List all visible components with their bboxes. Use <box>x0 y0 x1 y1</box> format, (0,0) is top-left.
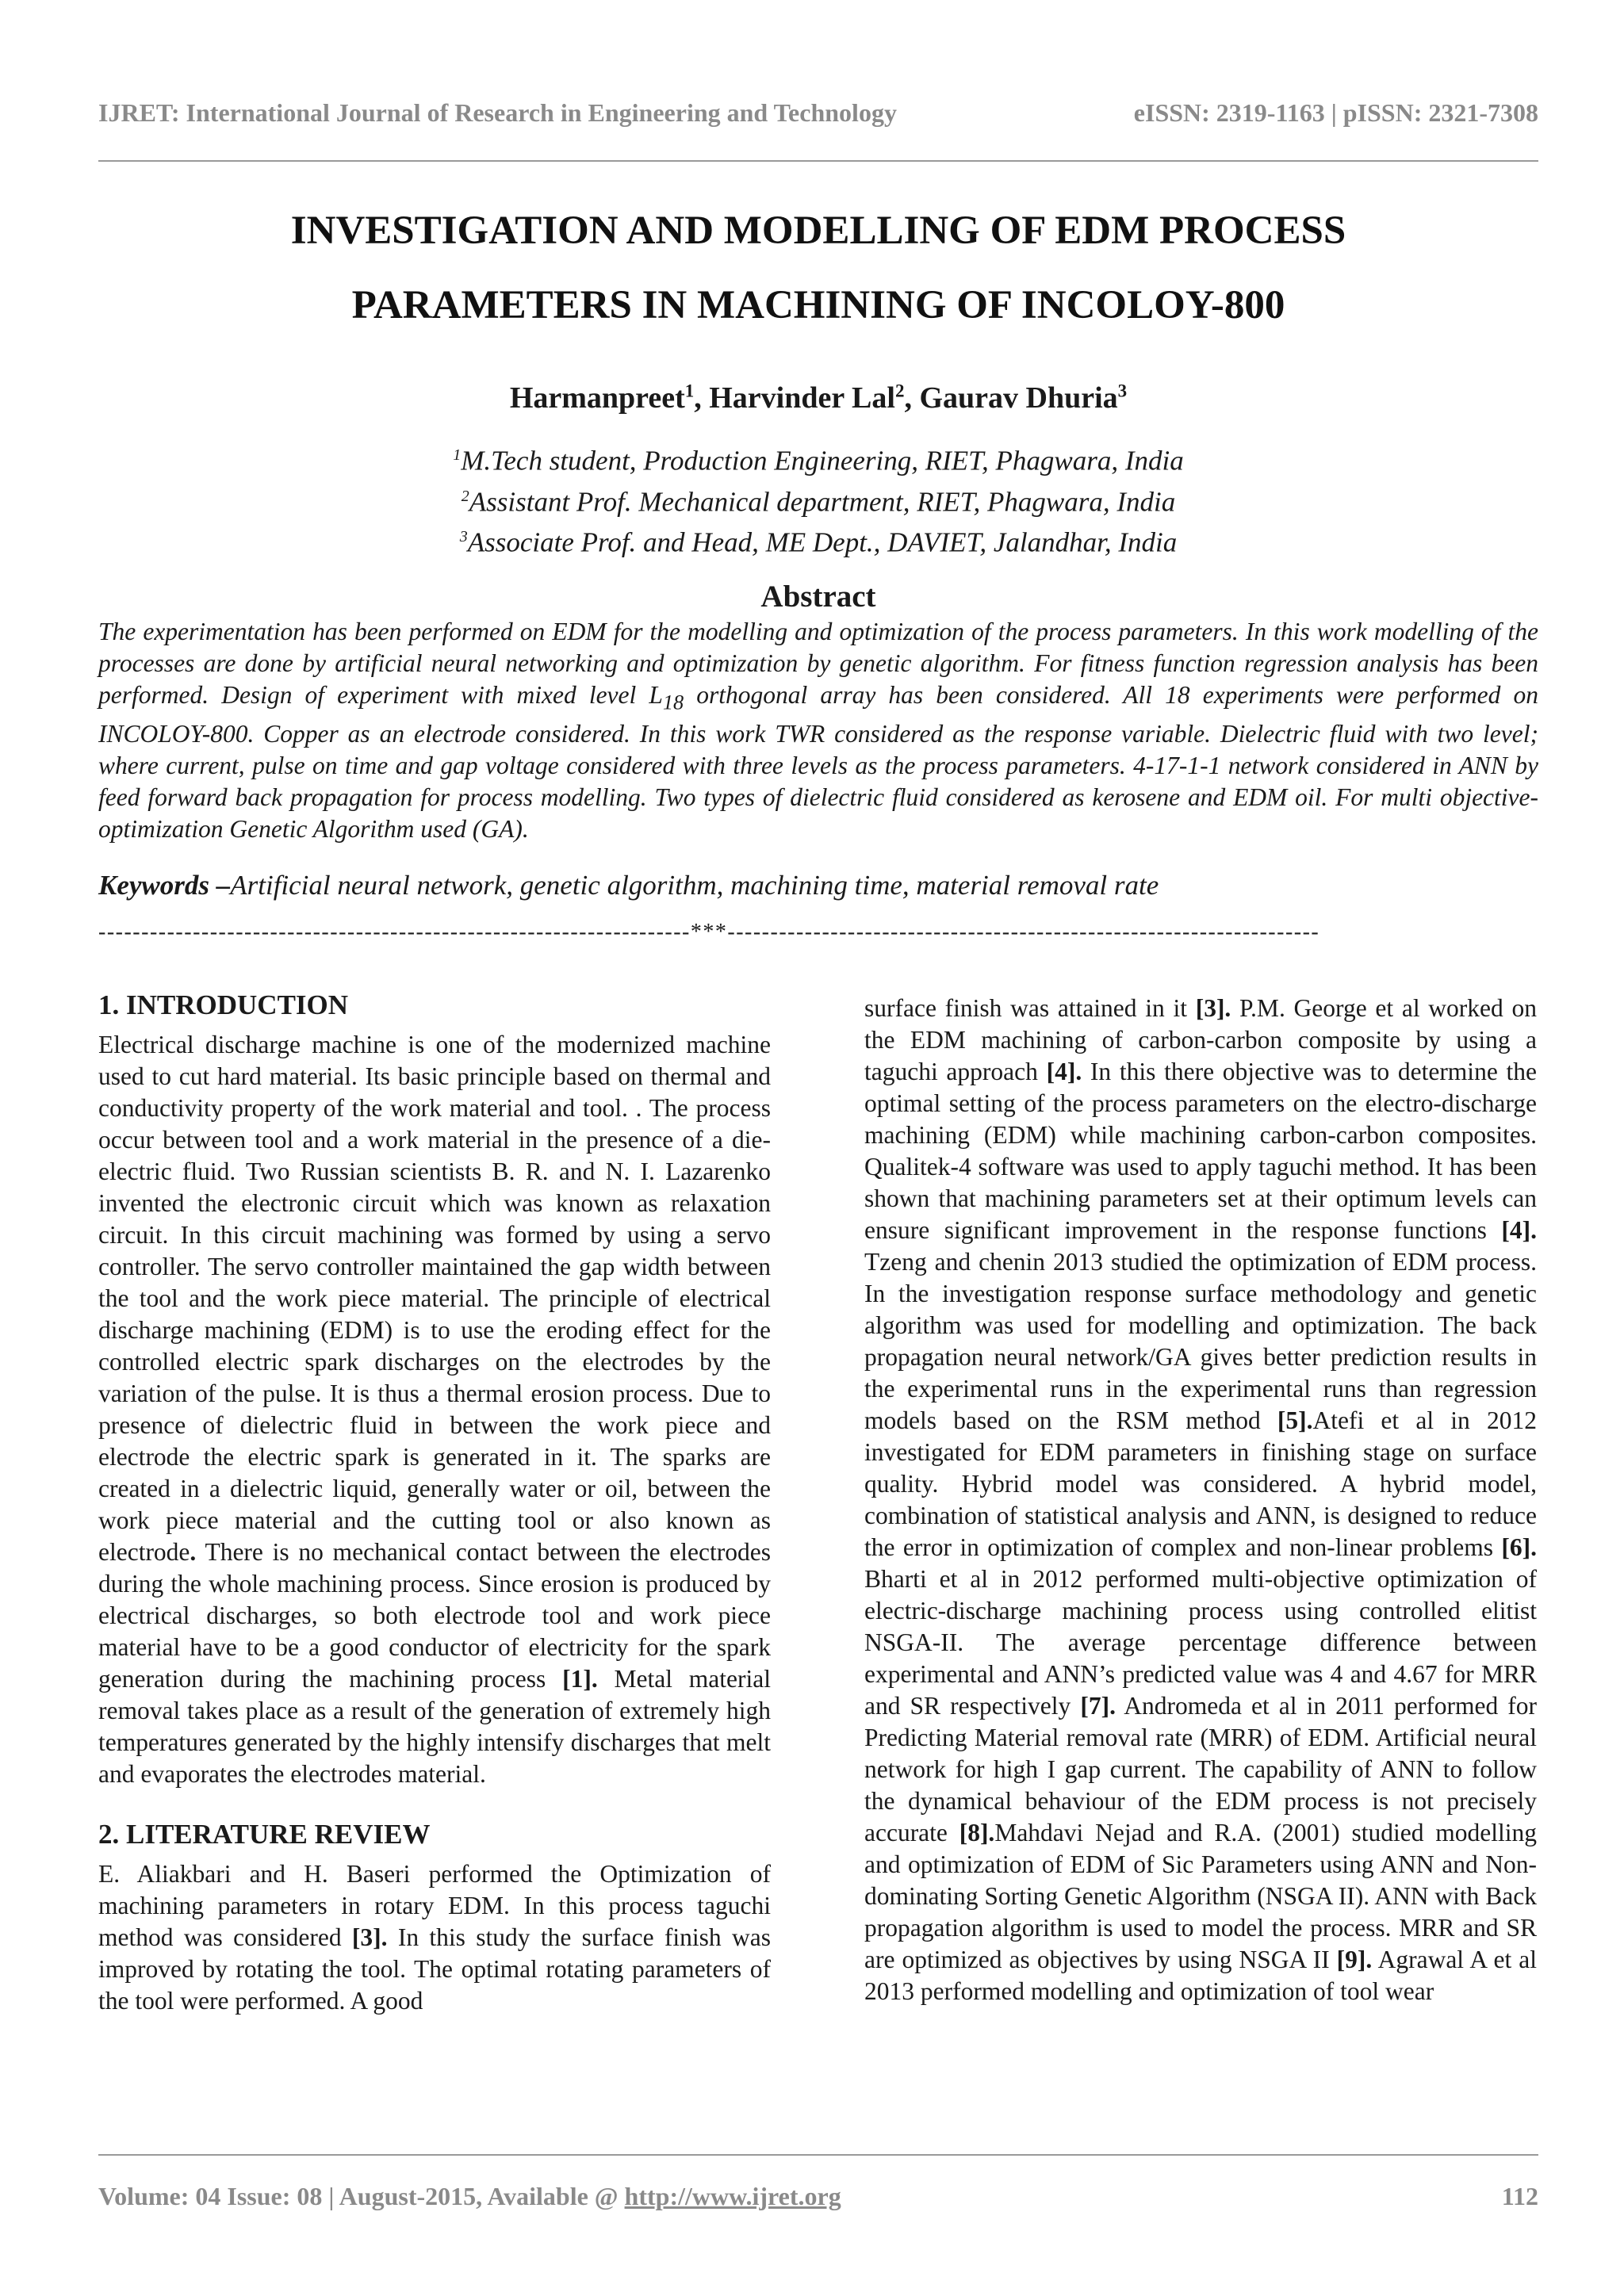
body-text: E. Aliakbari and H. Baseri performed the Optimization of machining parameters in rotary EDM. In this process taguchi method was considered <box>98 1860 771 1951</box>
body-text: Mahdavi Nejad and R.A. (2001) studied modelling and optimization of EDM of Sic Parameters using ANN and Non-dominating Sorting Genetic Algorithm (NSGA II). ANN with Back propagation algorithm is used to model the process. MRR and SR are optimized as objectives by using NSGA II <box>864 1819 1537 1973</box>
author-separator: , <box>904 381 920 415</box>
body-text: Electrical discharge machine is one of the modernized machine used to cut hard material. Its basic principle based on thermal and conductivity property of the work material and tool. . The process occur between tool and a work material in the presence of a die-electric fluid. Two Russian scientists B. R. and N. I. Lazarenko invented the electronic circuit which was known as relaxation circuit. In this circuit machining was formed by using a servo controller. The servo controller maintained the gap width between the tool and the work piece material. The principle of electrical discharge machining (EDM) is to use the eroding effect for the controlled electric spark discharges on the electrodes by the variation of the pulse. It is thus a thermal erosion process. Due to presence of dielectric fluid in between the work piece and electrode the electric spark is generated in it. The sparks are created in a dielectric liquid, generally water or oil, between the work piece material and the cutting tool or also known as electrode <box>98 1031 771 1566</box>
affiliation-text: Assistant Prof. Mechanical department, RIET, Phagwara, India <box>469 486 1176 518</box>
right-column <box>864 993 1537 2007</box>
author-name: Harvinder Lal <box>709 381 895 415</box>
body-text: surface finish was attained in it <box>864 994 1196 1022</box>
body-text: Metal material removal takes place as a result of the generation of extremely high temperatures generated by the highly intensify discharges that melt and evaporates the electrodes material. <box>98 1665 771 1788</box>
abstract-heading: Abstract <box>760 580 876 614</box>
affiliation-mark: 2 <box>461 487 469 505</box>
affiliation-text: M.Tech student, Production Engineering, RIET, Phagwara, India <box>461 445 1184 476</box>
affiliation-text: Associate Prof. and Head, ME Dept., DAVIET, Jalandhar, India <box>467 526 1178 558</box>
body-text: P.M. George et al worked on the EDM machining of carbon-carbon composite by using a taguchi approach <box>864 994 1537 1085</box>
footer-divider <box>98 2154 1538 2156</box>
author-name: Harmanpreet <box>509 381 685 415</box>
body-text: Atefi et al in 2012 investigated for EDM parameters in finishing stage on surface quality. Hybrid model was considered. A hybrid model, combination of statistical analysis and ANN, is designed to reduce the error in optimization of complex and non-linear problems <box>864 1406 1537 1561</box>
abstract-subscript: 18 <box>662 691 684 714</box>
citation: [8]. <box>959 1819 995 1846</box>
body-text: In this study the surface finish was improved by rotating the tool. The optimal rotating parameters of the tool were performed. A good <box>98 1923 771 2015</box>
citation: [5]. <box>1277 1406 1313 1434</box>
keywords <box>98 870 1159 901</box>
introduction-paragraph <box>98 1029 771 1790</box>
author-separator: , <box>694 381 710 415</box>
literature-paragraph-continued <box>864 993 1537 2007</box>
citation: [1]. <box>562 1665 598 1693</box>
citation: [6]. <box>1501 1533 1537 1561</box>
author-mark: 1 <box>684 381 695 401</box>
citation: [4]. <box>1046 1058 1082 1085</box>
citation: [9]. <box>1336 1946 1373 1973</box>
abstract-text: orthogonal array has been considered. All 18 experiments were performed on INCOLOY-800. Copper as an electrode considered. In this work TWR considered as the response variable. Dielectric fluid with two level; where current, pulse on time and gap voltage considered with three levels as the process parameters. 4-17-1-1 network considered in ANN by feed forward back propagation for process modelling. Two types of dielectric fluid considered as kerosene and EDM oil. For multi objective-optimization Genetic Algorithm used (GA). <box>98 681 1538 844</box>
section-heading-introduction: 1. INTRODUCTION <box>98 989 349 1020</box>
affiliation <box>98 519 1538 561</box>
left-column <box>98 989 771 2017</box>
affiliation <box>98 438 1538 479</box>
citation: [4]. <box>1501 1216 1537 1244</box>
citation: [3]. <box>351 1923 388 1951</box>
footer-text: Volume: 04 Issue: 08 | August-2015, Available @ <box>98 2182 625 2210</box>
section-heading-literature-review: 2. LITERATURE REVIEW <box>98 1819 431 1850</box>
journal-link[interactable]: http://www.ijret.org <box>624 2182 841 2210</box>
section-separator: ---------------------------------------------------------------------***--------------------------------------------------------------------- <box>98 920 1320 944</box>
paper-title-line-1: INVESTIGATION AND MODELLING OF EDM PROCESS <box>290 209 1346 253</box>
author-mark: 3 <box>1117 381 1128 401</box>
page-number: 112 <box>1501 2182 1538 2210</box>
body-text: Bharti et al in 2012 performed multi-objective optimization of electric-discharge machining process using controlled elitist NSGA-II. The average percentage difference between experimental and ANN’s predicted value was 4 and 4.67 for MRR and SR respectively <box>864 1565 1537 1720</box>
keywords-label: Keywords – <box>98 870 231 901</box>
abstract-text: The experimentation has been performed on EDM for the modelling and optimization of the process parameters. In this work modelling of the processes are done by artificial neural networking and optimization by genetic algorithm. For fitness function regression analysis has been performed. Design of experiment with mixed level L <box>98 618 1538 709</box>
body-bold: . <box>190 1538 197 1566</box>
body-text: There is no mechanical contact between the electrodes during the whole machining process. Since erosion is produced by electrical discharges, so both electrode tool and work piece material have to be a good conductor of electricity for the spark generation during the machining process <box>98 1538 771 1693</box>
body-text: Tzeng and chenin 2013 studied the optimization of EDM process. In the investigation response surface methodology and genetic algorithm was used for modelling and optimization. The back propagation neural network/GA gives better prediction results in the experimental runs in the experimental runs than regression models based on the RSM method <box>864 1248 1537 1434</box>
author-list <box>98 381 1538 415</box>
issn-header: eISSN: 2319-1163 | pISSN: 2321-7308 <box>1133 98 1538 127</box>
affiliation-list <box>98 438 1538 561</box>
body-text: Andromeda et al in 2011 performed for Predicting Material removal rate (MRR) of EDM. Artificial neural network for high I gap current. The capability of ANN to follow the dynamical behaviour of the EDM process is not precisely accurate <box>864 1692 1537 1846</box>
citation: [7]. <box>1080 1692 1116 1720</box>
affiliation <box>98 479 1538 520</box>
affiliation-mark: 3 <box>459 528 468 546</box>
footer-volume-info <box>98 2182 841 2211</box>
keywords-text: Artificial neural network, genetic algorithm, machining time, material removal rate <box>230 870 1159 901</box>
citation: [3]. <box>1195 994 1231 1022</box>
literature-paragraph <box>98 1858 771 2017</box>
header-divider <box>98 160 1538 162</box>
author-mark: 2 <box>894 381 905 401</box>
affiliation-mark: 1 <box>453 446 462 464</box>
journal-header: IJRET: International Journal of Research in Engineering and Technology <box>98 98 897 127</box>
body-text: Agrawal A et al 2013 performed modelling and optimization of tool wear <box>864 1946 1537 2005</box>
author-name: Gaurav Dhuria <box>919 381 1118 415</box>
body-text: In this there objective was to determine the optimal setting of the process parameters on the electro-discharge machining (EDM) while machining carbon-carbon composites. Qualitek-4 software was used to apply taguchi method. It has been shown that machining parameters set at their optimum levels can ensure significant improvement in the response functions <box>864 1058 1537 1244</box>
paper-title-line-2: PARAMETERS IN MACHINING OF INCOLOY-800 <box>351 283 1285 327</box>
abstract-body <box>98 616 1538 845</box>
